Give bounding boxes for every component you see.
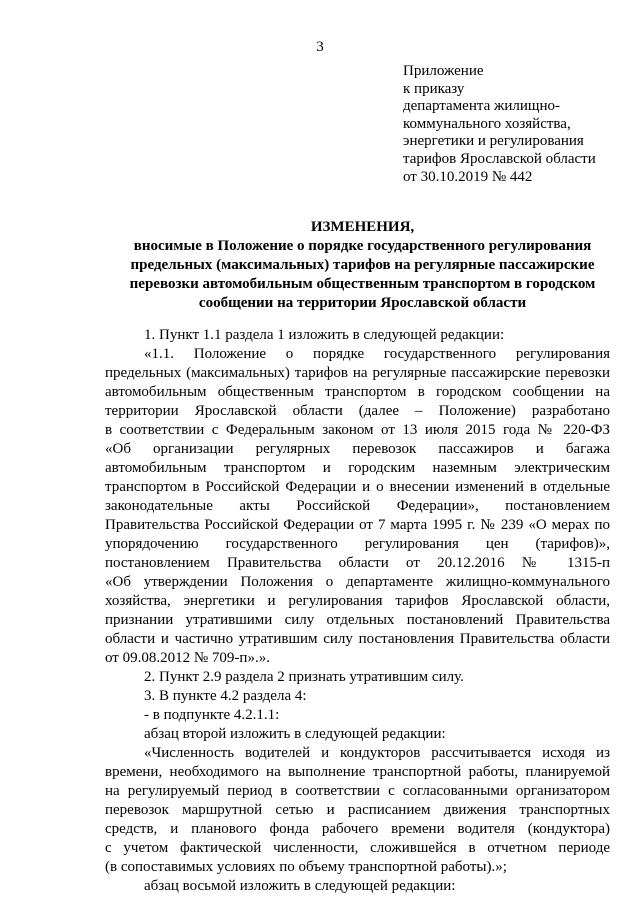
- body-line: упорядочению государственного регулирования цен (тарифов)»,: [105, 536, 610, 552]
- body-line: территории Ярославской области (далее – Положение) разработано: [105, 403, 610, 419]
- body-line: хозяйства, энергетики и регулирования тарифов Ярославской области,: [105, 593, 610, 609]
- title-line: вносимые в Положение о порядке государственного регулирования: [133, 238, 592, 254]
- body-line: средств, и планового фонда рабочего времени водителя (кондуктора): [105, 821, 610, 837]
- body-line: области и частично утратившим силу постановления Правительства области: [105, 631, 610, 647]
- body-line: абзац восьмой изложить в следующей редакции:: [144, 878, 456, 894]
- body-line: законодательные акты Российской Федерации», постановлением: [105, 498, 610, 514]
- body-line: с учетом фактической численности, сложившейся в отчетном периоде: [105, 840, 610, 856]
- appendix-line: от 30.10.2019 № 442: [403, 168, 533, 185]
- appendix-line: тарифов Ярославской области: [403, 150, 596, 167]
- body-line: постановлением Правительства области от 20.12.2016 № 1315-п: [105, 555, 610, 571]
- appendix-line: Приложение: [403, 63, 484, 79]
- body-line: «Об организации регулярных перевозок пассажиров и багажа: [105, 441, 610, 457]
- body-line: от 09.08.2012 № 709-п».».: [105, 650, 270, 666]
- title-heading: ИЗМЕНЕНИЯ,: [310, 219, 415, 235]
- body-line: 3. В пункте 4.2 раздела 4:: [144, 688, 307, 704]
- body-line: - в подпункте 4.2.1.1:: [144, 707, 280, 723]
- body-line: «Об утверждении Положения о департаменте жилищно-коммунального: [105, 574, 610, 590]
- appendix-line: энергетики и регулирования: [403, 133, 584, 150]
- document-body: [105, 326, 610, 896]
- document-title: [105, 218, 620, 313]
- body-line: «1.1. Положение о порядке государственного регулирования: [144, 346, 610, 362]
- appendix-block: [403, 63, 633, 186]
- appendix-line: коммунального хозяйства,: [403, 115, 571, 132]
- body-line: автомобильным транспортом и городским наземным электрическим: [105, 460, 610, 476]
- title-line: предельных (максимальных) тарифов на регулярные пассажирские: [130, 257, 595, 273]
- body-line: «Численность водителей и кондукторов рассчитывается исходя из: [144, 745, 610, 761]
- body-line: в соответствии с Федеральным законом от 13 июля 2015 года № 220-ФЗ: [105, 422, 610, 438]
- body-line: 2. Пункт 2.9 раздела 2 признать утратившим силу.: [144, 669, 464, 685]
- body-line: (в сопоставимых условиях по объему транспортной работы).»;: [105, 859, 507, 875]
- body-line: на регулируемый период в соответствии с согласованными организатором: [105, 783, 610, 799]
- appendix-line: департамента жилищно-: [403, 98, 560, 115]
- body-line: Правительства Российской Федерации от 7 марта 1995 г. № 239 «О мерах по: [105, 517, 610, 533]
- body-line: перевозок маршрутной сетью и расписанием движения транспортных: [105, 802, 610, 818]
- body-line: абзац второй изложить в следующей редакции:: [144, 726, 446, 742]
- body-line: автомобильным общественным транспортом в городском сообщении на: [105, 384, 610, 400]
- page-number: 3: [316, 39, 324, 55]
- body-line: предельных (максимальных) тарифов на регулярные пассажирские перевозки: [105, 365, 610, 381]
- body-line: 1. Пункт 1.1 раздела 1 изложить в следующей редакции:: [144, 327, 505, 343]
- title-line: сообщении на территории Ярославской области: [198, 295, 527, 311]
- appendix-line: к приказу: [403, 80, 465, 97]
- body-line: транспортом в Российской Федерации и о внесении изменений в отдельные: [105, 479, 610, 495]
- body-line: времени, необходимого на выполнение транспортной работы, планируемой: [105, 764, 610, 780]
- body-line: признании утратившими силу отдельных постановлений Правительства: [105, 612, 610, 628]
- title-line: перевозки автомобильным общественным транспортом в городском: [129, 276, 596, 292]
